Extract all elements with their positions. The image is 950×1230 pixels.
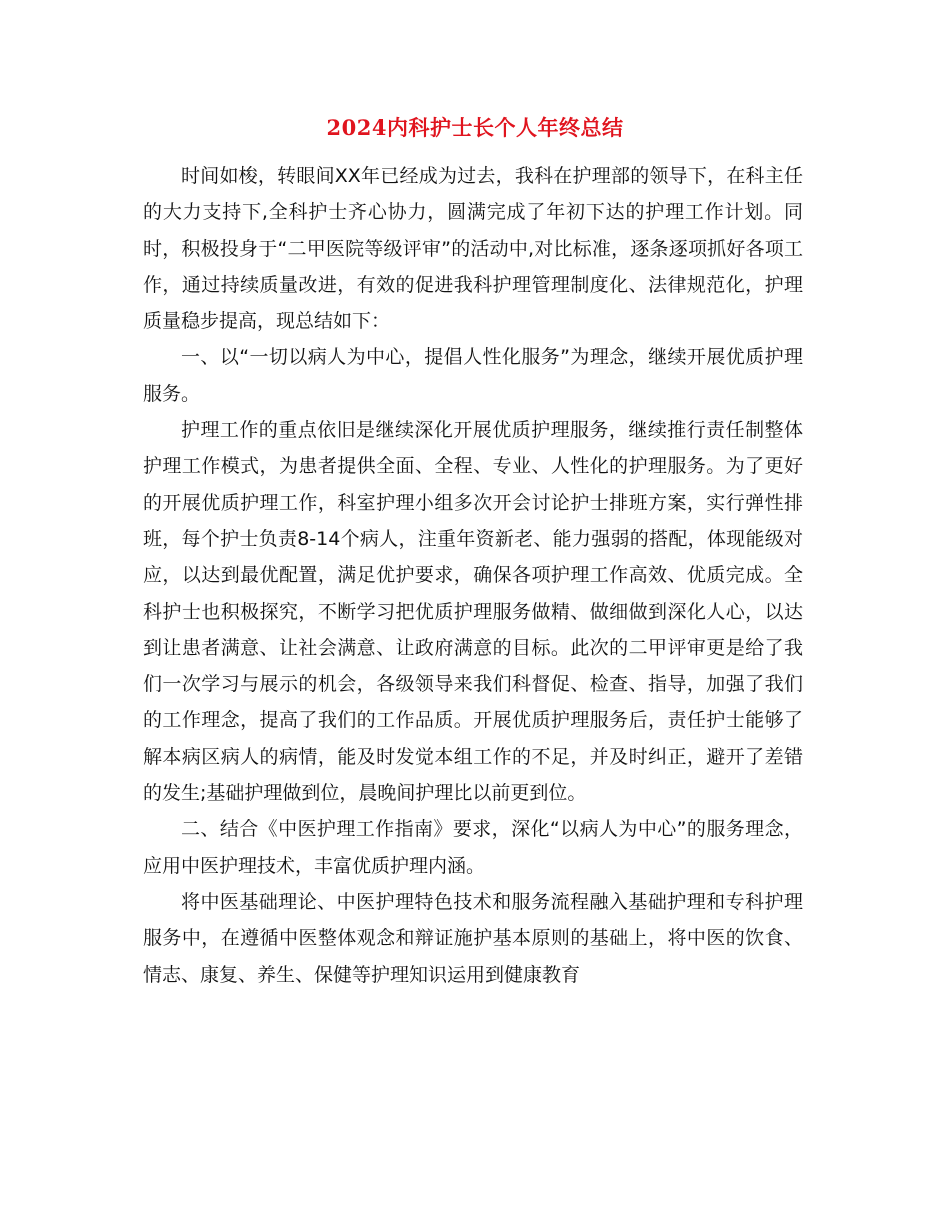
section-heading-1: 一、以“一切以病人为中心，提倡人性化服务”为理念，继续开展优质护理服务。 [143,346,803,405]
paragraph-section-2: 将中医基础理论、中医护理特色技术和服务流程融入基础护理和专科护理服务中，在遵循中医整体观念和辩证施护基本原则的基础上，将中医的饮食、情志、康复、养生、保健等护理知识运用到健康教育 [143,890,803,986]
paragraph-intro: 时间如梭，转眼间XX年已经成为过去，我科在护理部的领导下，在科主任的大力支持下,全科护士齐心协力，圆满完成了年初下达的护理工作计划。同时，积极投身于“二甲医院等级评审”的活动中,对比标准，逐条逐项抓好各项工作，通过持续质量改进，有效的促进我科护理管理制度化、法律规范化，护理质量稳步提高，现总结如下： [143,165,803,333]
document-body [143,158,803,993]
paragraph-section-1: 护理工作的重点依旧是继续深化开展优质护理服务，继续推行责任制整体护理工作模式，为患者提供全面、全程、专业、人性化的护理服务。为了更好的开展优质护理工作，科室护理小组多次开会讨论护士排班方案，实行弹性排班，每个护士负责8-14个病人，注重年资新老、能力强弱的搭配，体现能级对应，以达到最优配置，满足优护要求，确保各项护理工作高效、优质完成。全科护士也积极探究，不断学习把优质护理服务做精、做细做到深化人心，以达到让患者满意、让社会满意、让政府满意的目标。此次的二甲评审更是给了我们一次学习与展示的机会，各级领导来我们科督促、检查、指导，加强了我们的工作理念，提高了我们的工作品质。开展优质护理服务后，责任护士能够了解本病区病人的病情，能及时发觉本组工作的不足，并及时纠正，避开了差错的发生;基础护理做到位，晨晚间护理比以前更到位。 [143,419,803,805]
section-heading-2: 二、结合《中医护理工作指南》要求，深化“以病人为中心”的服务理念，应用中医护理技术，丰富优质护理内涵。 [143,818,803,877]
document-title: 2024内科护士长个人年终总结 [326,115,624,140]
